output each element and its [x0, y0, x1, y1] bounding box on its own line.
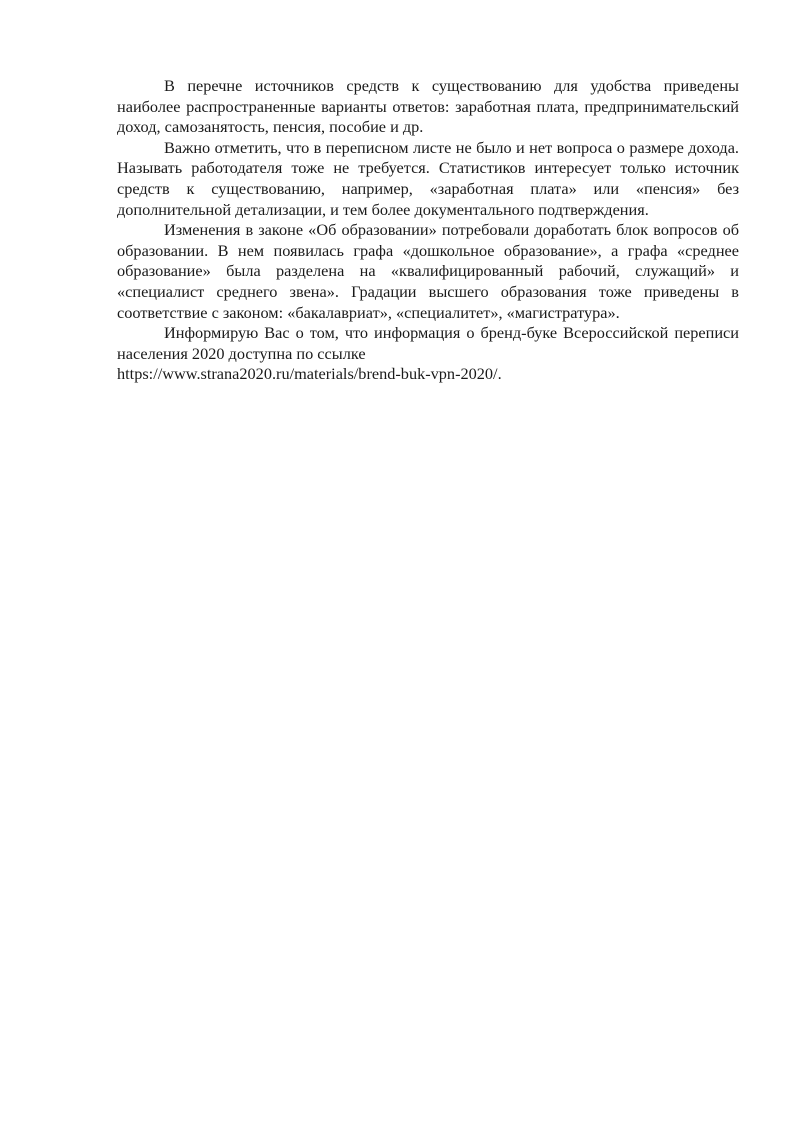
brand-book-text: Информирую Вас о том, что информация о бренд-буке Всероссийской переписи населения 2020 доступна по ссылке — [117, 323, 739, 363]
document-body — [117, 76, 739, 385]
paragraph-education-law: Изменения в законе «Об образовании» потребовали доработать блок вопросов об образовании. В нем появилась графа «дошкольное образование», а графа «среднее образование» была разделена на «квалифицированный рабочий, служащий» и «специалист среднего звена». Градации высшего образования тоже приведены в соответствие с законом: «бакалавриат», «специалитет», «магистратура». — [117, 220, 739, 322]
brand-book-link[interactable]: https://www.strana2020.ru/materials/brend-buk-vpn-2020/. — [117, 364, 502, 384]
paragraph-brand-book — [117, 323, 739, 385]
paragraph-income-question: Важно отметить, что в переписном листе не было и нет вопроса о размере дохода. Называть работодателя тоже не требуется. Статистиков интересует только источник средств к существованию, например, «заработная плата» или «пенсия» без дополнительной детализации, и тем более документального подтверждения. — [117, 137, 739, 219]
paragraph-income-sources: В перечне источников средств к существованию для удобства приведены наиболее распространенные варианты ответов: заработная плата, предпринимательский доход, самозанятость, пенсия, пособие и др. — [117, 76, 739, 137]
